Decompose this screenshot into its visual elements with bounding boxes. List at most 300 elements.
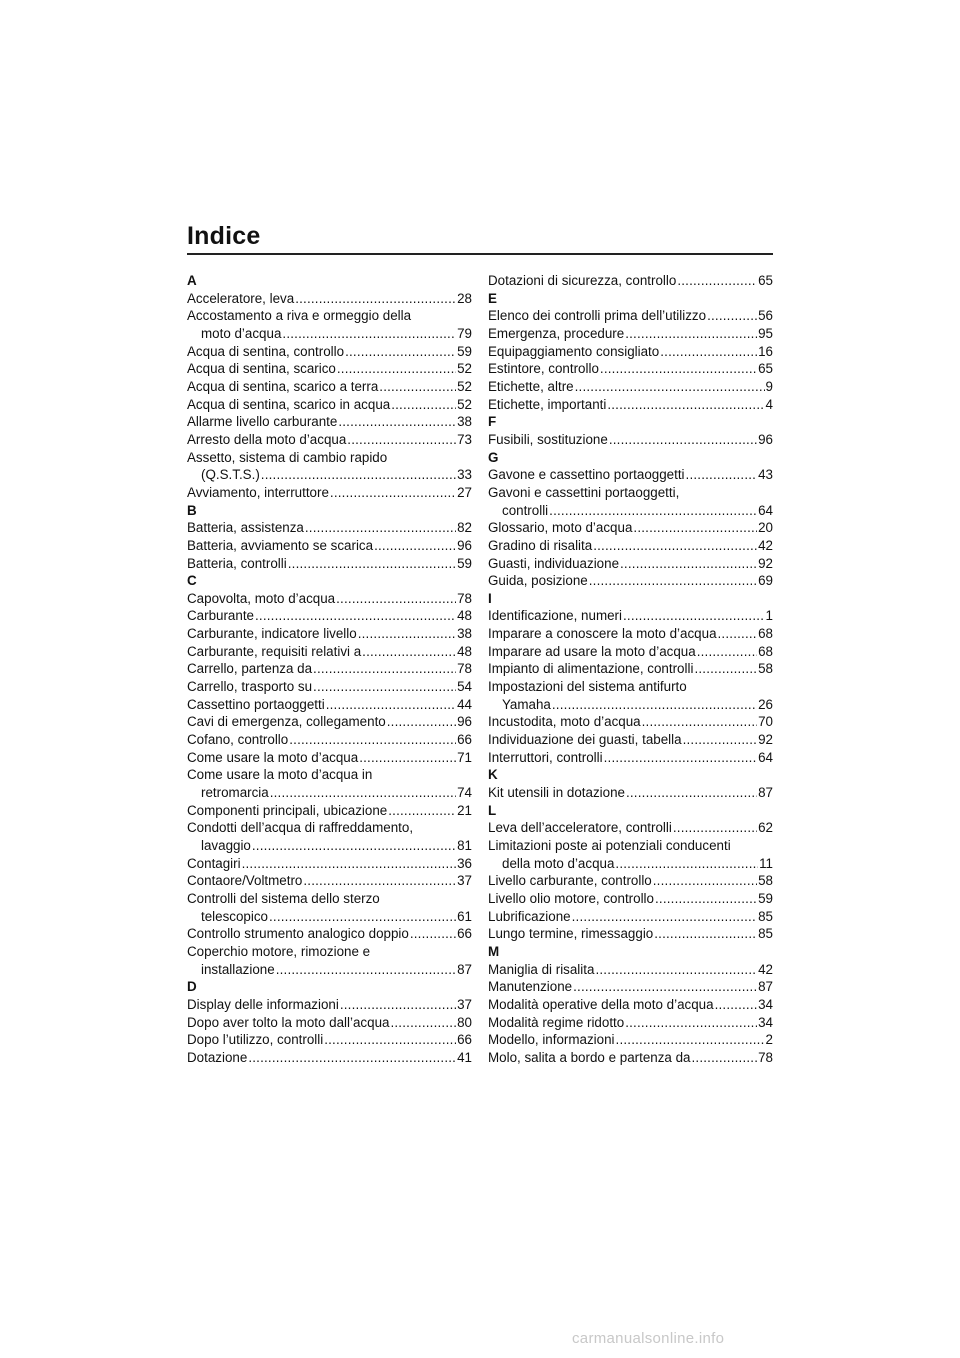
index-entry — [187, 678, 472, 696]
dot-leader — [573, 978, 757, 996]
index-page-number: 34 — [758, 996, 773, 1012]
index-entry-text: Fusibili, sostituzione — [488, 431, 608, 447]
index-entry — [488, 908, 773, 926]
index-entry-text: Cavi di emergenza, collegamento — [187, 714, 386, 730]
index-entry — [187, 855, 472, 873]
index-page-number: 79 — [457, 325, 472, 341]
index-entry — [187, 925, 472, 943]
index-entry-text: moto d’acqua — [201, 325, 282, 341]
index-entry-text: Arresto della moto d’acqua — [187, 431, 347, 447]
index-entry-text: Estintore, controllo — [488, 361, 599, 377]
dot-leader — [303, 872, 456, 890]
index-entry-text: Modalità operative della moto d’acqua — [488, 996, 714, 1012]
dot-leader — [600, 360, 757, 378]
dot-leader — [324, 1031, 456, 1049]
index-entry-text: Carburante, requisiti relativi a — [187, 643, 362, 659]
dot-leader — [683, 731, 758, 749]
index-page-number: 74 — [457, 785, 472, 801]
index-entry — [488, 537, 773, 555]
index-page-number: 66 — [457, 926, 472, 942]
index-entry — [187, 837, 472, 855]
index-entry-text: Gavone e cassettino portaoggetti — [488, 467, 685, 483]
index-page-number: 21 — [457, 802, 472, 818]
index-page-number: 26 — [758, 696, 773, 712]
index-entry-text: della moto d’acqua — [502, 855, 615, 871]
dot-leader — [289, 731, 456, 749]
index-page-number: 85 — [758, 908, 773, 924]
index-page-number: 78 — [758, 1049, 773, 1065]
index-page-number: 68 — [758, 643, 773, 659]
index-letter-heading: E — [488, 290, 497, 306]
dot-leader — [623, 607, 765, 625]
index-entry — [488, 1031, 773, 1049]
index-entry-text: Contagiri — [187, 855, 241, 871]
index-entry — [488, 272, 773, 290]
index-entry-line: Coperchio motore, rimozione e — [187, 943, 371, 959]
index-entry-text: Identificazione, numeri — [488, 608, 622, 624]
dot-leader — [655, 890, 757, 908]
dot-leader — [625, 1014, 757, 1032]
dot-leader — [410, 925, 456, 943]
index-page-number: 58 — [758, 873, 773, 889]
index-page-number: 4 — [765, 396, 773, 412]
dot-leader — [374, 537, 456, 555]
index-entry-text: Lubrificazione — [488, 908, 571, 924]
index-page-number: 48 — [457, 608, 472, 624]
index-entry-text: Dopo l’utilizzo, controlli — [187, 1032, 324, 1048]
index-letter-heading: B — [187, 502, 197, 518]
index-entry — [488, 660, 773, 678]
dot-leader — [691, 1049, 757, 1067]
dot-leader — [391, 396, 456, 414]
index-entry — [488, 555, 773, 573]
index-entry — [187, 802, 472, 820]
index-entry — [488, 378, 773, 396]
index-page-number: 68 — [758, 626, 773, 642]
index-page-number: 87 — [758, 979, 773, 995]
index-entry-text: Individuazione dei guasti, tabella — [488, 732, 682, 748]
index-page-number: 82 — [457, 520, 472, 536]
index-entry — [488, 713, 773, 731]
index-entry — [187, 413, 472, 431]
index-entry-text: Batteria, assistenza — [187, 520, 304, 536]
index-page-number: 37 — [457, 996, 472, 1012]
index-letter-heading: C — [187, 573, 197, 589]
index-entry — [488, 925, 773, 943]
index-entry — [187, 431, 472, 449]
index-page-number: 70 — [758, 714, 773, 730]
index-entry — [187, 325, 472, 343]
title-rule — [187, 253, 773, 255]
index-entry-text: retromarcia — [201, 785, 269, 801]
index-entry-text: Componenti principali, ubicazione — [187, 802, 388, 818]
index-entry-text: Interruttori, controlli — [488, 749, 603, 765]
index-entry-text: Batteria, controlli — [187, 555, 287, 571]
index-entry-text: telescopico — [201, 908, 268, 924]
dot-leader — [549, 502, 757, 520]
dot-leader — [337, 360, 456, 378]
index-entry — [488, 855, 773, 873]
index-entry-line: Accostamento a riva e ormeggio della — [187, 308, 412, 324]
dot-leader — [697, 643, 757, 661]
index-entry-text: Modello, informazioni — [488, 1032, 615, 1048]
index-entry — [488, 431, 773, 449]
index-entry-text: Contaore/Voltmetro — [187, 873, 303, 889]
dot-leader — [295, 290, 456, 308]
index-entry — [187, 484, 472, 502]
dot-leader — [358, 625, 456, 643]
index-entry-text: Dopo aver tolto la moto dall’acqua — [187, 1014, 390, 1030]
index-entry-text: Maniglia di risalita — [488, 961, 595, 977]
index-page-number: 54 — [457, 679, 472, 695]
index-letter-heading: G — [488, 449, 499, 465]
index-entry-text: Acqua di sentina, controllo — [187, 343, 345, 359]
index-page-number: 92 — [758, 732, 773, 748]
dot-leader — [338, 413, 456, 431]
dot-leader — [330, 484, 456, 502]
index-page-number: 28 — [457, 290, 472, 306]
index-page-number: 48 — [457, 643, 472, 659]
index-column-right — [488, 272, 773, 1067]
index-entry-line: Controlli del sistema dello sterzo — [187, 890, 380, 906]
dot-leader — [269, 908, 456, 926]
index-entry-text: Allarme livello carburante — [187, 414, 338, 430]
dot-leader — [345, 343, 456, 361]
index-entry — [187, 625, 472, 643]
index-entry — [187, 1031, 472, 1049]
index-entry — [488, 1049, 773, 1067]
index-entry — [187, 343, 472, 361]
dot-leader — [248, 1049, 456, 1067]
footer-watermark: carmanualsonline.info — [572, 1330, 725, 1347]
index-page-number: 36 — [457, 855, 472, 871]
index-page-number: 2 — [765, 1032, 773, 1048]
index-page-number: 59 — [457, 555, 472, 571]
index-entry — [488, 819, 773, 837]
index-page-number: 64 — [758, 749, 773, 765]
index-entry — [187, 537, 472, 555]
index-page-number: 59 — [457, 343, 472, 359]
index-entry — [488, 696, 773, 714]
index-entry — [488, 519, 773, 537]
index-page-number: 42 — [758, 961, 773, 977]
index-entry-text: Molo, salita a bordo e partenza da — [488, 1049, 691, 1065]
dot-leader — [715, 996, 758, 1014]
index-entry-text: Avviamento, interruttore — [187, 484, 329, 500]
dot-leader — [252, 837, 456, 855]
index-page-number: 96 — [457, 537, 472, 553]
index-page-number: 43 — [758, 467, 773, 483]
index-page-number: 1 — [765, 608, 773, 624]
index-entry — [187, 1049, 472, 1067]
index-page-number: 85 — [758, 926, 773, 942]
dot-leader — [654, 925, 757, 943]
index-letter-heading: F — [488, 414, 497, 430]
dot-leader — [340, 996, 456, 1014]
index-entry — [187, 590, 472, 608]
index-page-number: 52 — [457, 378, 472, 394]
dot-leader — [379, 378, 456, 396]
dot-leader — [572, 908, 757, 926]
index-entry-text: Cassettino portaoggetti — [187, 696, 325, 712]
dot-leader — [282, 325, 456, 343]
index-entry-text: Display delle informazioni — [187, 996, 339, 1012]
dot-leader — [604, 749, 757, 767]
index-entry — [187, 290, 472, 308]
index-entry-text: Dotazione — [187, 1049, 248, 1065]
index-entry-text: Guida, posizione — [488, 573, 588, 589]
index-page-number: 59 — [758, 890, 773, 906]
index-page-number: 52 — [457, 396, 472, 412]
index-entry — [488, 572, 773, 590]
index-entry — [488, 625, 773, 643]
index-letter-heading: M — [488, 943, 500, 959]
dot-leader — [593, 537, 757, 555]
dot-leader — [694, 660, 757, 678]
dot-leader — [255, 607, 456, 625]
dot-leader — [620, 555, 757, 573]
index-entry-text: Kit utensili in dotazione — [488, 785, 625, 801]
index-entry — [488, 784, 773, 802]
index-entry-text: Livello olio motore, controllo — [488, 890, 654, 906]
dot-leader — [362, 643, 456, 661]
index-page-number: 52 — [457, 361, 472, 377]
index-entry-text: Imparare ad usare la moto d’acqua — [488, 643, 696, 659]
index-page-number: 41 — [457, 1049, 472, 1065]
dot-leader — [615, 855, 758, 873]
index-entry-text: Guasti, individuazione — [488, 555, 620, 571]
index-entry-text: Incustodita, moto d’acqua — [488, 714, 641, 730]
dot-leader — [589, 572, 757, 590]
index-entry — [488, 872, 773, 890]
dot-leader — [387, 713, 456, 731]
dot-leader — [347, 431, 456, 449]
index-entry-text: Modalità regime ridotto — [488, 1014, 625, 1030]
index-entry-text: Etichette, altre — [488, 378, 574, 394]
index-entry-line: Assetto, sistema di cambio rapido — [187, 449, 388, 465]
page-title: Indice — [187, 222, 261, 250]
index-page-number: 33 — [457, 467, 472, 483]
index-page-number: 66 — [457, 1032, 472, 1048]
index-entry-text: Yamaha — [502, 696, 551, 712]
index-page-number: 38 — [457, 414, 472, 430]
index-entry-text: Emergenza, procedure — [488, 325, 625, 341]
index-page-number: 56 — [758, 308, 773, 324]
index-entry — [488, 643, 773, 661]
index-entry — [488, 731, 773, 749]
index-page-number: 58 — [758, 661, 773, 677]
index-entry-text: Controllo strumento analogico doppio — [187, 926, 409, 942]
index-page-number: 81 — [457, 838, 472, 853]
index-page-number: 64 — [758, 502, 773, 518]
index-entry — [488, 343, 773, 361]
index-page-number: 11 — [759, 855, 773, 871]
index-entry-text: Carburante, indicatore livello — [187, 626, 357, 642]
dot-leader — [288, 555, 456, 573]
index-page-number: 37 — [457, 873, 472, 889]
index-page-number: 78 — [457, 590, 472, 606]
index-entry — [187, 396, 472, 414]
dot-leader — [642, 713, 757, 731]
index-entry-text: Carrello, partenza da — [187, 661, 313, 677]
index-page-number: 80 — [457, 1014, 472, 1030]
index-entry-text: Dotazioni di sicurezza, controllo — [488, 273, 677, 288]
index-page-number: 92 — [758, 555, 773, 571]
index-entry — [488, 890, 773, 908]
index-entry-line: Gavoni e cassettini portaoggetti, — [488, 484, 680, 500]
index-page-number: 9 — [765, 378, 773, 394]
index-entry-text: Livello carburante, controllo — [488, 873, 652, 889]
index-entry-text: Cofano, controllo — [187, 732, 289, 748]
index-entry — [187, 378, 472, 396]
dot-leader — [276, 961, 456, 979]
dot-leader — [326, 696, 456, 714]
dot-leader — [707, 307, 757, 325]
index-entry — [187, 908, 472, 926]
dot-leader — [270, 784, 456, 802]
index-page-number: 38 — [457, 626, 472, 642]
index-letter-heading: I — [488, 590, 492, 606]
index-entry — [187, 360, 472, 378]
index-letter-heading: A — [187, 273, 197, 288]
index-page-number: 71 — [457, 749, 472, 765]
index-entry — [187, 1014, 472, 1032]
dot-leader — [313, 660, 456, 678]
index-entry — [488, 961, 773, 979]
index-entry-text: Batteria, avviamento se scarica — [187, 537, 374, 553]
index-entry — [488, 1014, 773, 1032]
dot-leader — [359, 749, 456, 767]
index-entry — [488, 978, 773, 996]
dot-leader — [686, 466, 758, 484]
index-entry-text: Lungo termine, rimessaggio — [488, 926, 654, 942]
dot-leader — [653, 872, 757, 890]
index-entry — [488, 396, 773, 414]
dot-leader — [677, 272, 757, 290]
index-entry — [187, 784, 472, 802]
index-entry-text: Manutenzione — [488, 979, 573, 995]
index-entry-line: Condotti dell’acqua di raffreddamento, — [187, 820, 414, 836]
dot-leader — [633, 519, 757, 537]
index-entry-text: controlli — [502, 502, 549, 518]
index-entry-text: Gradino di risalita — [488, 537, 593, 553]
index-page-number: 44 — [457, 696, 472, 712]
index-page-number: 69 — [758, 573, 773, 589]
index-page-number: 65 — [758, 273, 773, 288]
index-entry-text: Carrello, trasporto su — [187, 679, 313, 695]
index-page-number: 87 — [457, 961, 472, 977]
index-entry-text: Carburante — [187, 608, 254, 624]
index-page-number: 20 — [758, 520, 773, 536]
dot-leader — [261, 466, 456, 484]
index-entry-text: Acceleratore, leva — [187, 290, 295, 306]
index-page-number: 95 — [758, 325, 773, 341]
dot-leader — [595, 961, 757, 979]
index-entry — [187, 519, 472, 537]
index-entry — [488, 996, 773, 1014]
index-entry-line: Limitazioni poste ai potenziali conducenti — [488, 838, 731, 853]
index-entry-text: Acqua di sentina, scarico in acqua — [187, 396, 391, 412]
dot-leader — [607, 396, 764, 414]
dot-leader — [336, 590, 456, 608]
dot-leader — [718, 625, 758, 643]
dot-leader — [390, 1014, 456, 1032]
index-page-number: 87 — [758, 785, 773, 801]
index-page-number: 66 — [457, 732, 472, 748]
index-entry-text: Come usare la moto d’acqua — [187, 749, 359, 765]
index-entry — [187, 731, 472, 749]
dot-leader — [660, 343, 757, 361]
index-letter-heading: D — [187, 979, 197, 995]
index-entry — [488, 466, 773, 484]
index-entry — [187, 555, 472, 573]
index-entry-text: Leva dell’acceleratore, controlli — [488, 820, 672, 836]
dot-leader — [305, 519, 456, 537]
index-entry-text: lavaggio — [201, 838, 251, 853]
dot-leader — [575, 378, 765, 396]
index-entry-text: (Q.S.T.S.) — [201, 467, 260, 483]
index-page-number: 73 — [457, 431, 472, 447]
dot-leader — [625, 325, 757, 343]
index-entry-text: Equipaggiamento consigliato — [488, 343, 660, 359]
index-page-number: 65 — [758, 361, 773, 377]
index-entry-text: Acqua di sentina, scarico a terra — [187, 378, 379, 394]
index-page-number: 78 — [457, 661, 472, 677]
index-entry-text: installazione — [201, 961, 275, 977]
index-entry — [187, 961, 472, 979]
dot-leader — [242, 855, 457, 873]
index-entry — [187, 996, 472, 1014]
index-entry-text: Imparare a conoscere la moto d’acqua — [488, 626, 717, 642]
index-entry — [187, 872, 472, 890]
index-page-number: 16 — [758, 343, 773, 359]
index-entry — [187, 466, 472, 484]
index-page-number: 27 — [457, 484, 472, 500]
index-entry — [488, 307, 773, 325]
index-entry — [187, 713, 472, 731]
dot-leader — [552, 696, 757, 714]
dot-leader — [616, 1031, 765, 1049]
index-letter-heading: K — [488, 767, 498, 783]
index-entry — [187, 749, 472, 767]
index-page-number: 96 — [758, 431, 773, 447]
index-entry — [488, 502, 773, 520]
dot-leader — [626, 784, 757, 802]
index-entry — [488, 749, 773, 767]
dot-leader — [609, 431, 757, 449]
index-entry — [488, 325, 773, 343]
index-entry — [187, 643, 472, 661]
dot-leader — [388, 802, 456, 820]
index-page-number: 42 — [758, 537, 773, 553]
index-entry-text: Elenco dei controlli prima dell’utilizzo — [488, 308, 707, 324]
index-page-number: 34 — [758, 1014, 773, 1030]
index-entry-text: Glossario, moto d’acqua — [488, 520, 633, 536]
index-entry — [187, 660, 472, 678]
index-page-number: 62 — [758, 820, 773, 836]
index-entry-text: Impianto di alimentazione, controlli — [488, 661, 694, 677]
dot-leader — [673, 819, 757, 837]
index-entry-text: Etichette, importanti — [488, 396, 607, 412]
index-entry — [187, 607, 472, 625]
index-entry-line: Impostazioni del sistema antifurto — [488, 679, 687, 695]
index-page-number: 96 — [457, 714, 472, 730]
index-page-number: 61 — [457, 908, 472, 924]
index-column-left — [187, 272, 472, 1067]
dot-leader — [313, 678, 456, 696]
index-letter-heading: L — [488, 802, 497, 818]
index-entry — [488, 607, 773, 625]
